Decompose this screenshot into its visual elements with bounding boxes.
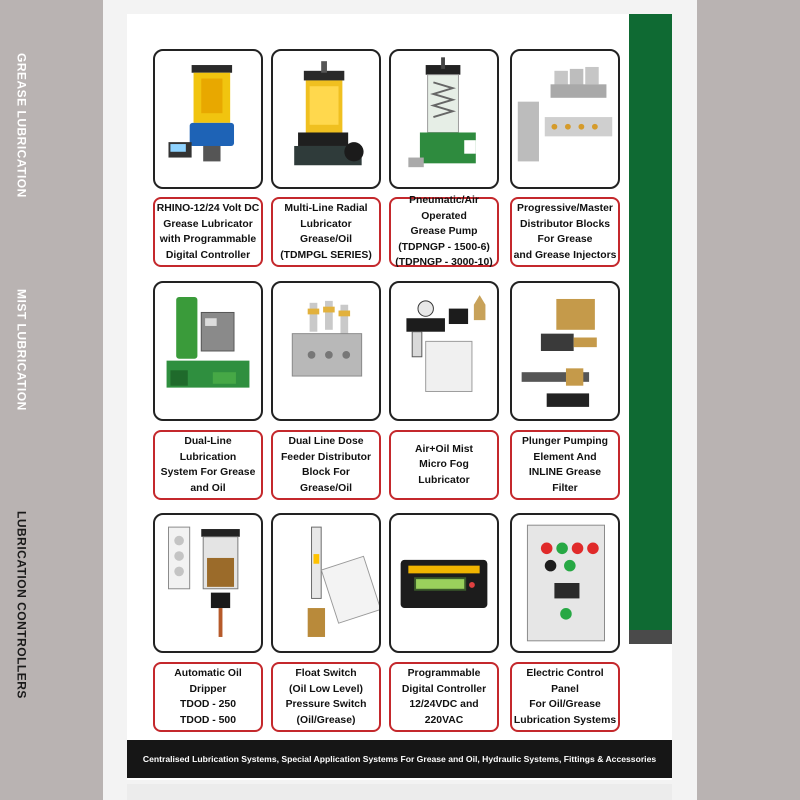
footer-text: Centralised Lubrication Systems, Special Application Systems For Grease and Oil, Hydraulic Systems, Fittings & Accessories (142, 754, 657, 764)
product-image-dose-feeder (271, 281, 381, 421)
caption-text: Float Switch (Oil Low Level) Pressure Switch (Oil/Grease) (285, 668, 367, 726)
product-caption (389, 197, 499, 267)
section-label-controllers: LUBRICATION CONTROLLERS (14, 511, 29, 699)
caption-text: Electric Control Panel For Oil/Grease Lubrication Systems (513, 668, 617, 726)
product-caption (271, 197, 381, 267)
caption-text: Progressive/Master Distributor Blocks For Grease and Grease Injectors (513, 203, 617, 261)
product-image-multiline-radial (271, 49, 381, 189)
product-image-digital-controller (389, 513, 499, 653)
section-band-grey (629, 630, 672, 644)
product-image-dual-line-system (153, 281, 263, 421)
product-image-float-switch (271, 513, 381, 653)
caption-text: Programmable Digital Controller 12/24VDC and 220VAC (401, 668, 487, 726)
product-image-pneumatic-pump (389, 49, 499, 189)
product-image-distributor-blocks (510, 49, 620, 189)
product-caption (153, 430, 263, 500)
product-caption (510, 197, 620, 267)
section-band-controllers (629, 496, 672, 630)
product-caption (153, 197, 263, 267)
product-caption (271, 430, 381, 500)
product-caption (510, 430, 620, 500)
product-image-oil-dripper (153, 513, 263, 653)
section-label-grease: GREASE LUBRICATION (14, 52, 29, 198)
caption-text: Pneumatic/Air Operated Grease Pump (TDPNGP - 1500-6) (TDPNGP - 3000-10) (395, 195, 493, 269)
product-caption (153, 662, 263, 732)
caption-text: Multi-Line Radial Lubricator Grease/Oil (TDMPGL SERIES) (280, 203, 372, 261)
caption-text: Plunger Pumping Element And INLINE Grease Filter (521, 436, 608, 494)
product-caption (389, 662, 499, 732)
product-image-plunger-element (510, 281, 620, 421)
caption-text: Automatic Oil Dripper TDOD - 250 TDOD - 500 (174, 668, 242, 726)
product-image-rhino-lubricator (153, 49, 263, 189)
caption-text: RHINO-12/24 Volt DC Grease Lubricator with Programmable Digital Controller (156, 203, 260, 261)
product-caption (510, 662, 620, 732)
product-image-control-panel (510, 513, 620, 653)
section-band-grease (629, 14, 672, 266)
footer-bar (127, 740, 672, 778)
caption-text: Dual Line Dose Feeder Distributor Block For Grease/Oil (280, 436, 372, 494)
product-caption (271, 662, 381, 732)
section-label-mist: MIST LUBRICATION (14, 289, 29, 411)
next-page-edge (127, 784, 672, 800)
caption-text: Air+Oil Mist Micro Fog Lubricator (414, 443, 474, 486)
product-image-air-oil-mist (389, 281, 499, 421)
caption-text: Dual-Line Lubrication System For Grease and Oil (160, 436, 256, 494)
product-caption (389, 430, 499, 500)
section-band-mist (629, 266, 672, 496)
